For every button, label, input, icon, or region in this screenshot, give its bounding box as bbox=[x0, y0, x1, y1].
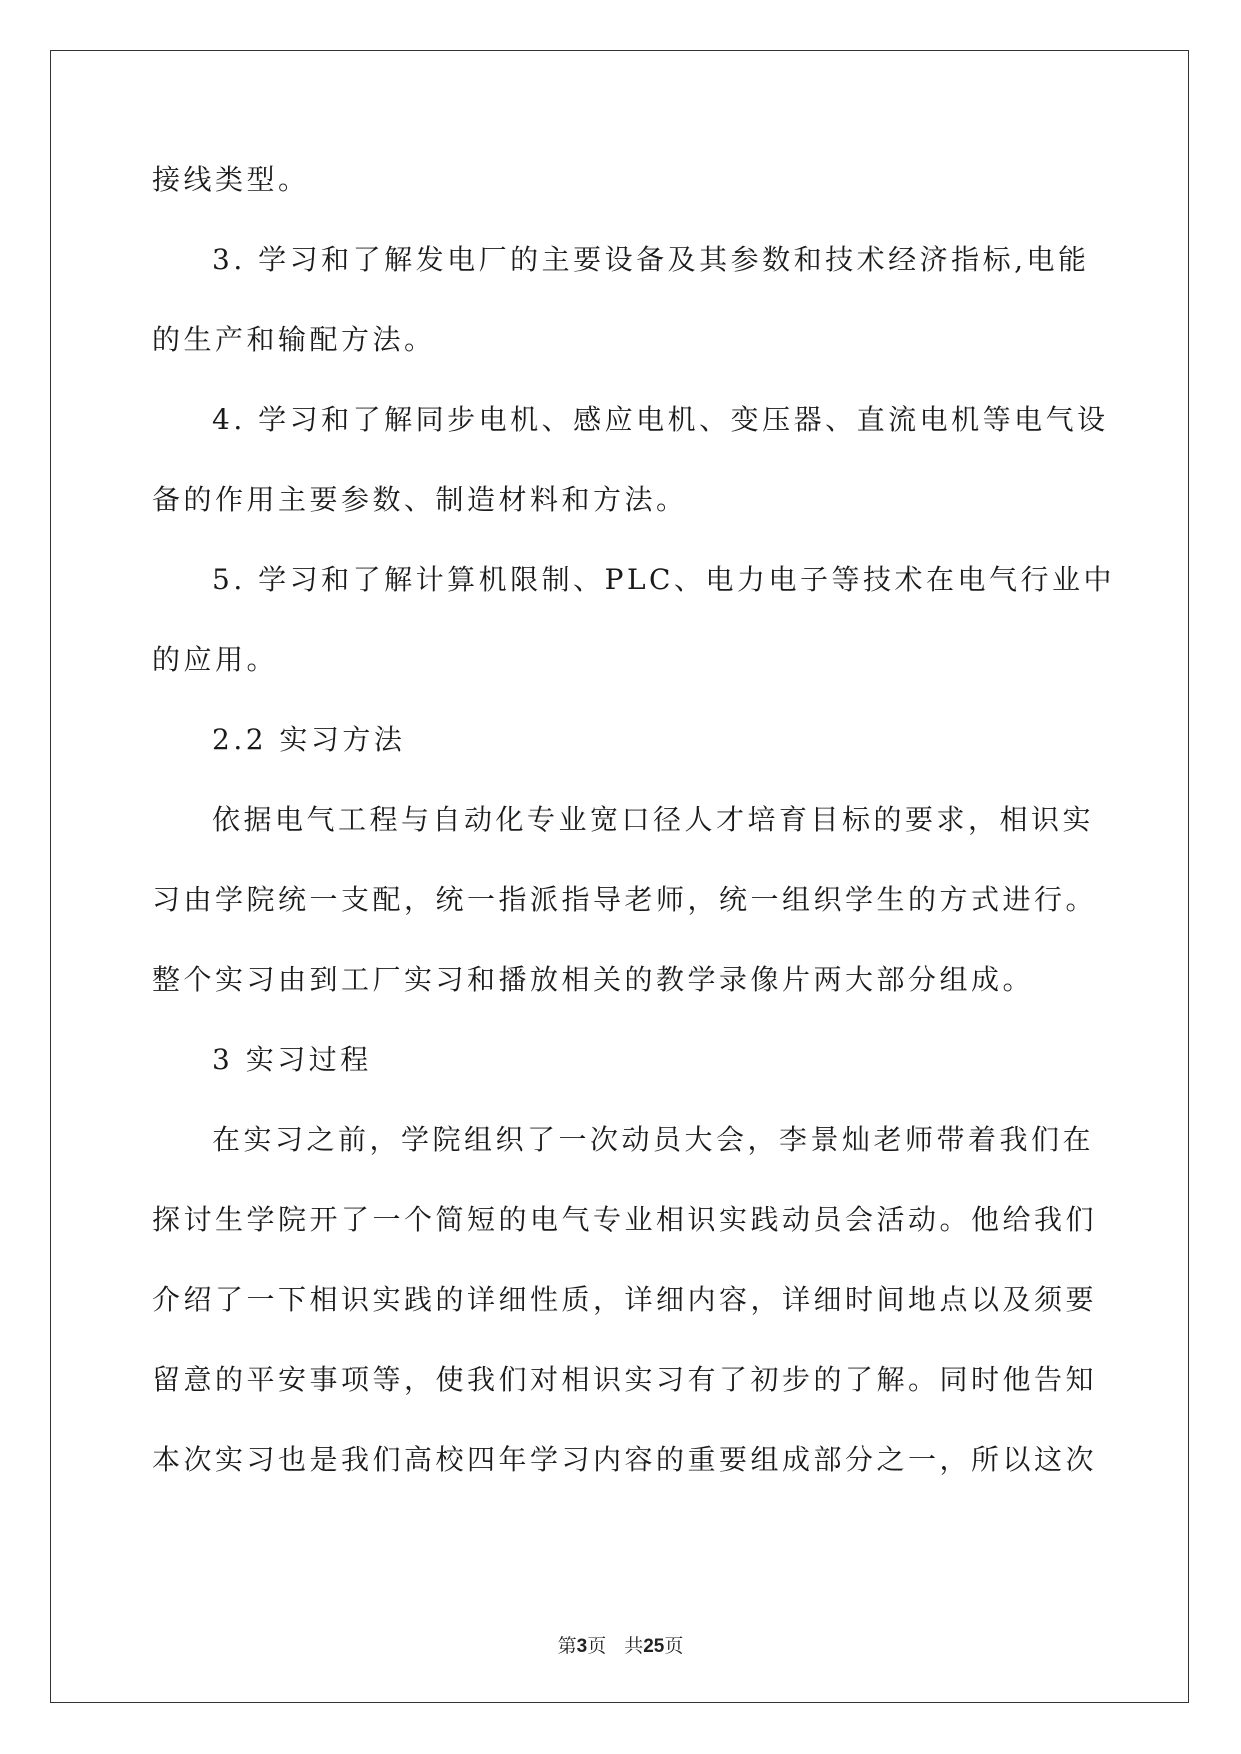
text-line-7: 的应用。 bbox=[152, 643, 279, 676]
text-line-6: 5. 学习和了解计算机限制、PLC、电力电子等技术在电气行业中 bbox=[212, 563, 1115, 596]
current-page-number: 3 bbox=[576, 1636, 588, 1657]
footer-page-suffix: 页 bbox=[587, 1635, 607, 1657]
footer-total-suffix: 页 bbox=[664, 1635, 684, 1657]
text-line-17: 本次实习也是我们高校四年学习内容的重要组成部分之一，所以这次 bbox=[152, 1443, 1098, 1476]
text-line-14: 探讨生学院开了一个简短的电气专业相识实践动员会活动。他给我们 bbox=[152, 1203, 1098, 1236]
total-page-count: 25 bbox=[643, 1636, 665, 1657]
section-heading-2-2: 2.2 实习方法 bbox=[212, 723, 406, 756]
section-heading-3: 3 实习过程 bbox=[212, 1043, 372, 1076]
text-line-10: 习由学院统一支配，统一指派指导老师，统一组织学生的方式进行。 bbox=[152, 883, 1098, 916]
text-line-4: 4. 学习和了解同步电机、感应电机、变压器、直流电机等电气设 bbox=[212, 403, 1109, 436]
page-footer bbox=[0, 1631, 1241, 1658]
text-line-15: 介绍了一下相识实践的详细性质，详细内容，详细时间地点以及须要 bbox=[152, 1283, 1098, 1316]
text-line-13: 在实习之前，学院组织了一次动员大会，李景灿老师带着我们在 bbox=[212, 1123, 1095, 1156]
text-line-9: 依据电气工程与自动化专业宽口径人才培育目标的要求，相识实 bbox=[212, 803, 1095, 836]
text-line-16: 留意的平安事项等，使我们对相识实习有了初步的了解。同时他告知 bbox=[152, 1363, 1098, 1396]
text-line-5: 备的作用主要参数、制造材料和方法。 bbox=[152, 483, 688, 516]
text-line-2: 3. 学习和了解发电厂的主要设备及其参数和技术经济指标,电能 bbox=[212, 243, 1090, 276]
footer-prefix: 第 bbox=[557, 1635, 577, 1657]
text-line-1: 接线类型。 bbox=[152, 163, 310, 196]
text-line-3: 的生产和输配方法。 bbox=[152, 323, 436, 356]
footer-total-prefix: 共 bbox=[624, 1635, 644, 1657]
text-line-11: 整个实习由到工厂实习和播放相关的教学录像片两大部分组成。 bbox=[152, 963, 1035, 996]
